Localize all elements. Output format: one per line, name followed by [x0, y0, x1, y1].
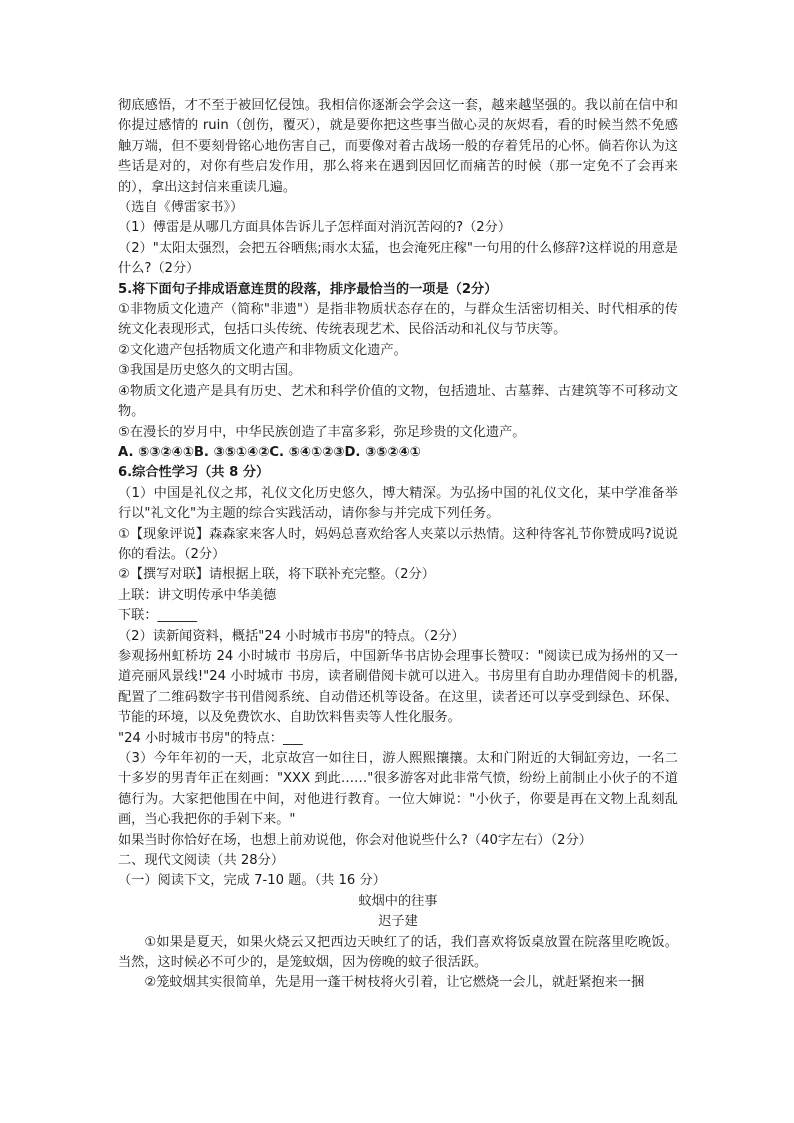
article-paragraph-1: ①如果是夏天，如果火烧云又把西边天映红了的话，我们喜欢将饭桌放置在院落里吃晚饭。当然，这时候必不可少的，是笼蚊烟，因为傍晚的蚊子很活跃。 [118, 934, 678, 971]
document-page [118, 96, 678, 994]
question-6-3-question: 如果当时你恰好在场，也想上前劝说他，你会对他说些什么?（40字左右）（2分） [118, 832, 592, 848]
question-5-sentence-5: ⑤在漫长的岁月中，中华民族创造了丰富多彩，弥足珍贵的文化遗产。 [118, 424, 526, 440]
question-5-stem: 5.将下面句子排成语意连贯的段落，排序最恰当的一项是（2分） [118, 281, 498, 297]
question-6-task-2: ②【撰写对联】请根据上联，将下联补充完整。（2分） [118, 567, 435, 583]
question-5-sentence-3: ③我国是历史悠久的文明古国。 [118, 363, 302, 379]
section-2-heading: 二、现代文阅读（共 28分） [118, 853, 285, 869]
couplet-first-line: 上联：讲文明传承中华美德 [118, 587, 277, 603]
question-5-sentence-4: ④物质文化遗产是具有历史、艺术和科学价值的文物，包括遗址、古墓葬、古建筑等不可移动文物。 [118, 383, 678, 420]
question-6-2-material: 参观扬州虹桥坊 24 小时城市 书房后，中国新华书店协会理事长赞叹："阅读已成为扬州的又一道亮丽风景线!"24 小时城市 书房，读者刷借阅卡就可以进入。书房里有自助办理借阅卡的机器,配置了二维码数字书刊借阅系统、自动借还机等设备。在这里，读者还可以享受到绿色、环保、节能的环境，以及免费饮水、自助饮料售卖等人性化服务。 [118, 648, 678, 726]
question-5-sentence-2: ②文化遗产包括物质文化遗产和非物质文化遗产。 [118, 342, 407, 358]
couplet-second-line: 下联：______ [118, 608, 198, 624]
question-6-2-stem: （2）读新闻资料，概括"24 小时城市书房"的特点。（2分） [118, 628, 465, 644]
question-6-task-1: ①【现象评说】森森家来客人时，妈妈总喜欢给客人夹菜以示热情。这种待客礼节你赞成吗?说说你的看法。（2分） [118, 526, 678, 562]
section-2-part-1: （一）阅读下文，完成 7-10 题。（共 16 分） [118, 873, 386, 889]
intro-paragraph: 彻底感悟，才不至于被回忆侵蚀。我相信你逐渐会学会这一套，越来越坚强的。我以前在信中和你提过感情的 ruin（创伤，覆灭），就是要你把这些事当做心灵的灰烬看，看的时候当然不免感触万端，但不要刻骨铭心地伤害自己，而要像对着古战场一般的存着凭吊的心怀。倘若你认为这些话是对的，对你有些启发作用，那么将来在遇到因回忆而痛苦的时候（那一定免不了会再来的），拿出这封信来重读几遍。 [118, 98, 678, 195]
question-6-3-material: （3）今年年初的一天，北京故宫一如往日，游人熙熙攘攘。太和门附近的大铜缸旁边，一名二十多岁的男青年正在刻画："XXX 到此……"很多游客对此非常气愤，纷纷上前制止小伙子的不道德行为。大家把他围在中间，对他进行教育。一位大婶说："小伙子，你要是再在文物上乱刻乱画，当心我把你的手剁下来。" [118, 751, 678, 828]
article-paragraph-2: ②笼蚊烟其实很简单，先是用一蓬干树枝将火引着，让它燃烧一会儿，就赶紧抱来一捆 [144, 975, 645, 991]
question-6-1-intro: （1）中国是礼仪之邦，礼仪文化历史悠久，博大精深。为弘扬中国的礼仪文化，某中学准备举行以"礼文化"为主题的综合实践活动，请你参与并完成下列任务。 [118, 485, 678, 522]
question-6-title: 6.综合性学习（共 8 分） [118, 465, 270, 481]
question-6-2-answer: "24 小时城市书房"的特点：___ [118, 730, 303, 746]
source-note: （选自《傅雷家书》） [118, 200, 244, 216]
question-5-options: A. ⑤③②④①B. ③⑤①④②C. ⑤④①②③D. ③⑤②④① [118, 444, 421, 460]
question-5-sentence-1: ①非物质文化遗产（简称"非遗"）是指非物质状态存在的，与群众生活密切相关、时代相承的传统文化表现形式，包括口头传统、传统表现艺术、民俗活动和礼仪与节庆等。 [118, 302, 678, 338]
question-4-2: （2）"太阳太强烈，会把五谷晒焦;雨水太猛，也会淹死庄稼"一句用的什么修辞?这样说的用意是什么?（2分） [118, 240, 678, 277]
article-title: 蚊烟中的往事 [358, 893, 438, 909]
question-4-1: （1）傅雷是从哪几方面具体告诉儿子怎样面对消沉苦闷的?（2分） [118, 220, 512, 236]
article-author: 迟子建 [378, 914, 418, 930]
